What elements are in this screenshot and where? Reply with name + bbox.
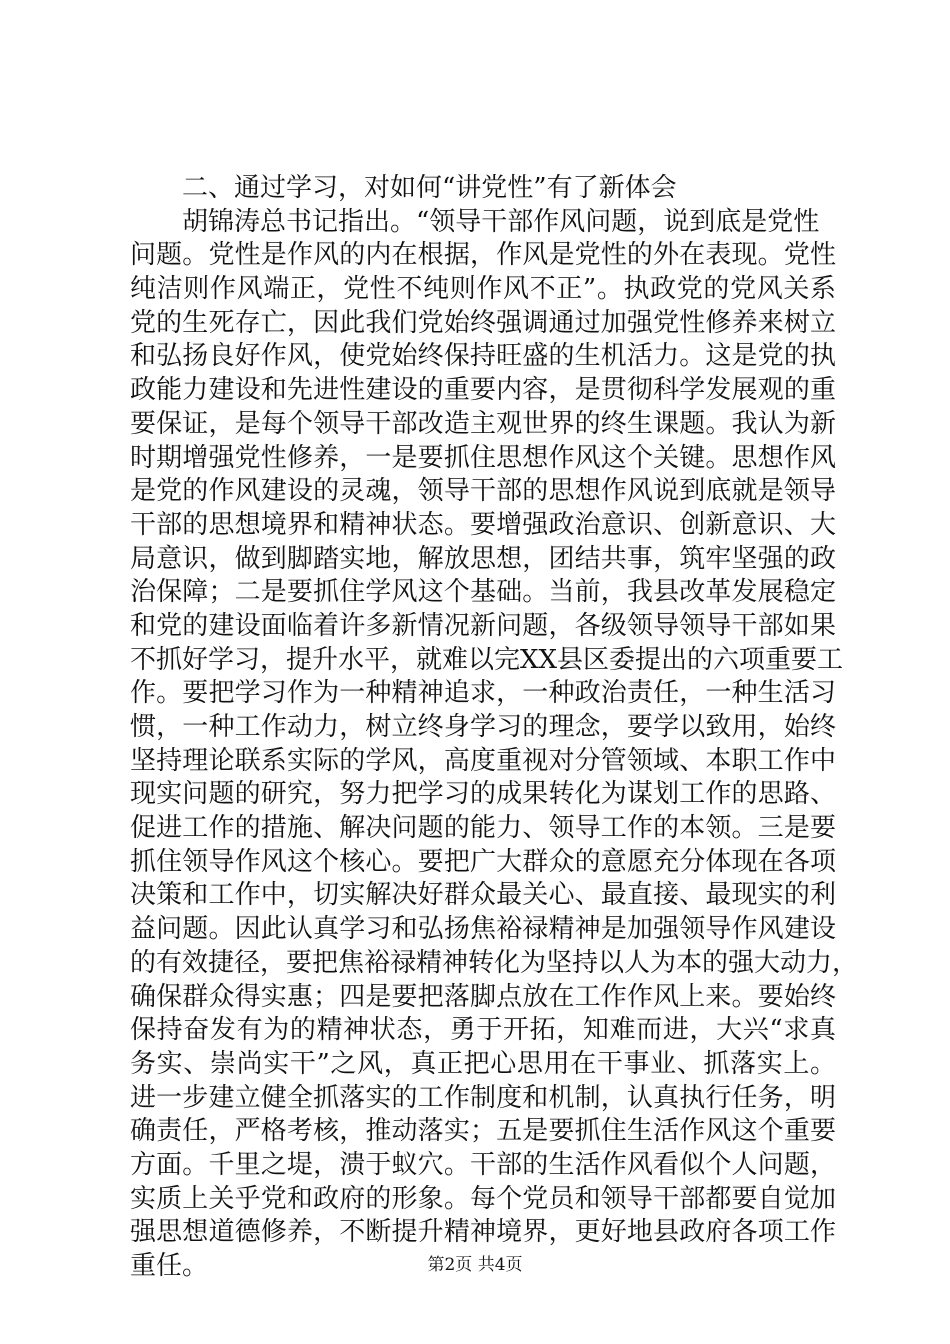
section-heading: 二、通过学习，对如何“讲党性”有了新体会 xyxy=(182,173,677,203)
page-footer: 第2页 共4页 xyxy=(427,1255,523,1275)
text-line: 方面。千里之堤，溃于蚁穴。干部的生活作风看似个人问题， xyxy=(130,1149,836,1180)
text-line: 是党的作风建设的灵魂，领导干部的思想作风说到底就是领导 xyxy=(130,476,836,507)
text-line: 惯，一种工作动力，树立终身学习的理念，要学以致用，始终 xyxy=(130,712,836,742)
text-line: 保持奋发有为的精神状态，勇于开拓，知难而进，大兴“求真 xyxy=(130,1015,836,1046)
text-line: 确保群众得实惠；四是要把落脚点放在工作作风上来。要始终 xyxy=(130,981,836,1012)
text-line: 益问题。因此认真学习和弘扬焦裕禄精神是加强领导作风建设 xyxy=(130,914,836,945)
text-line: 不抓好学习，提升水平，就难以完XX县区委提出的六项重要工 xyxy=(130,644,844,675)
text-line: 和党的建设面临着许多新情况新问题，各级领导领导干部如果 xyxy=(130,610,836,641)
text-line: 时期增强党性修养，一是要抓住思想作风这个关键。思想作风 xyxy=(130,442,836,473)
text-line: 进一步建立健全抓落实的工作制度和机制，认真执行任务，明 xyxy=(130,1082,836,1113)
text-line: 治保障；二是要抓住学风这个基础。当前，我县改革发展稳定 xyxy=(130,577,836,608)
text-line: 胡锦涛总书记指出。“领导干部作风问题，说到底是党性 xyxy=(182,206,820,237)
text-line: 党的生死存亡，因此我们党始终强调通过加强党性修养来树立 xyxy=(130,307,836,338)
text-line: 务实、崇尚实干”之风，真正把心思用在干事业、抓落实上。 xyxy=(130,1048,836,1079)
paragraph xyxy=(130,206,859,1284)
text-line: 的有效捷径，要把焦裕禄精神转化为坚持以人为本的强大动力， xyxy=(130,947,859,978)
text-line: 作。要把学习作为一种精神追求，一种政治责任，一种生活习 xyxy=(130,678,836,709)
text-line: 局意识，做到脚踏实地，解放思想，团结共事，筑牢坚强的政 xyxy=(130,543,836,574)
text-line: 促进工作的措施、解决问题的能力、领导工作的本领。三是要 xyxy=(130,813,836,844)
text-line: 强思想道德修养，不断提升精神境界，更好地县政府各项工作 xyxy=(130,1217,836,1248)
text-line: 现实问题的研究，努力把学习的成果转化为谋划工作的思路、 xyxy=(130,779,836,810)
text-line: 干部的思想境界和精神状态。要增强政治意识、创新意识、大 xyxy=(130,509,836,540)
text-line: 要保证，是每个领导干部改造主观世界的终生课题。我认为新 xyxy=(130,408,836,439)
text-line: 坚持理论联系实际的学风，高度重视对分管领域、本职工作中 xyxy=(130,745,836,776)
text-line: 和弘扬良好作风，使党始终保持旺盛的生机活力。这是党的执 xyxy=(130,341,836,372)
document-body xyxy=(130,172,859,1284)
text-line: 实质上关乎党和政府的形象。每个党员和领导干部都要自觉加 xyxy=(130,1183,836,1214)
text-line: 确责任，严格考核，推动落实；五是要抓住生活作风这个重要 xyxy=(130,1116,836,1147)
text-line: 问题。党性是作风的内在根据，作风是党性的外在表现。党性 xyxy=(130,240,836,271)
text-line: 政能力建设和先进性建设的重要内容，是贯彻科学发展观的重 xyxy=(130,375,836,406)
text-line: 抓住领导作风这个核心。要把广大群众的意愿充分体现在各项 xyxy=(130,846,836,877)
text-line: 重任。 xyxy=(130,1251,209,1281)
text-line: 纯洁则作风端正，党性不纯则作风不正”。执政党的党风关系 xyxy=(130,274,836,305)
text-line: 决策和工作中，切实解决好群众最关心、最直接、最现实的利 xyxy=(130,880,836,911)
